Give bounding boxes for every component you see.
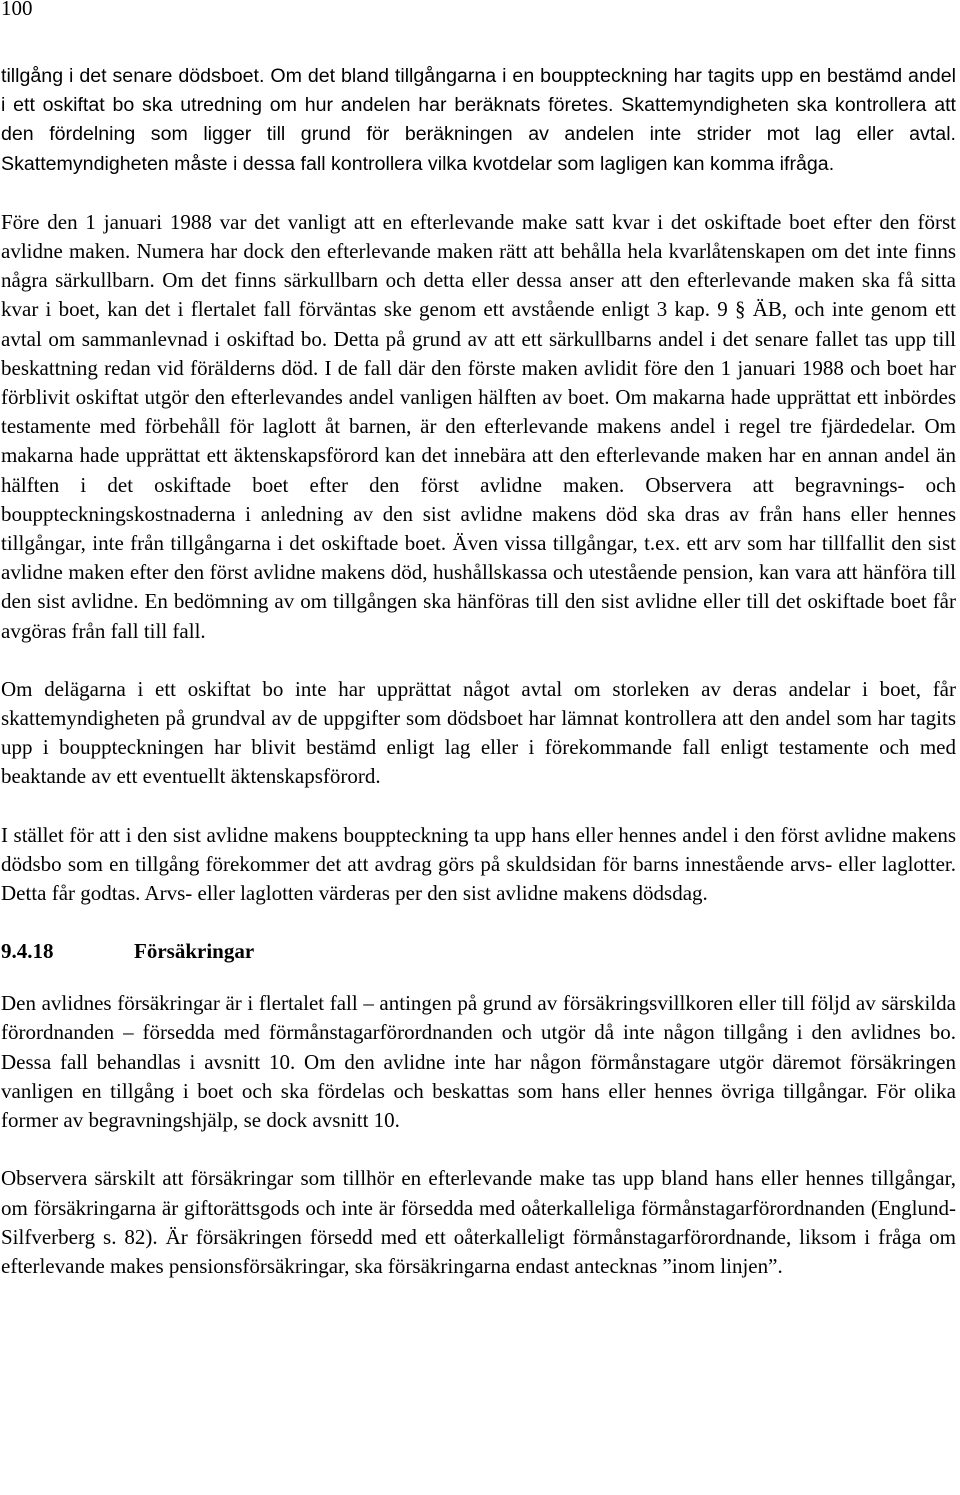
section-gap xyxy=(1,966,956,989)
paragraph-undivided-estate: Före den 1 januari 1988 var det vanligt att en efterlevande make satt kvar i det oskiftade boet efter den först avlidne maken. Numera har dock den efterlevande maken rätt att behålla hela kvarlåtenskapen om det inte finns några särkullbarn. Om det finns särkullbarn och detta eller dessa anser att den efterlevande maken ska få sitta kvar i boet, kan det i flertalet fall förväntas ske genom ett avstående enligt 3 kap. 9 § ÄB, och inte genom ett avtal om sammanlevnad i oskiftad bo. Detta på grund av att ett särkullbarns andel i det senare fallet tas upp till beskattning redan vid förälderns död. I de fall där den förste maken avlidit före den 1 januari 1988 och boet har förblivit oskiftat utgör den efterlevandes andel vanligen hälften av boet. Om makarna hade upprättat ett inbördes testamente med förbehåll för laglott åt barnen, är den efterlevande makens andel i regel tre fjärdedelar. Om makarna hade upprättat ett äktenskapsförord kan det innebära att den efterlevande maken har en annan andel än hälften i det oskiftade boet efter den först avlidne maken. Observera att begravnings- och bouppteckningskostnaderna i anledning av den sist avlidne makens död ska dras av från hans eller hennes tillgångar, inte från tillgångarna i det oskiftade boet. Även vissa tillgångar, t.ex. ett arv som har tillfallit den sist avlidne maken efter den först avlidne makens död, hushållskassa och utestående pension, kan vara att hänföra till den sist avlidne. En bedömning av om tillgången ska hänföras till den sist avlidne eller till det oskiftade boet får avgöras från fall till fall. xyxy=(1,209,956,643)
paragraph-estate-shares: tillgång i det senare dödsboet. Om det bland tillgångarna i en bouppteckning har tagits upp en bestämd andel i ett oskiftat bo ska utredning om hur andelen har beräknats företes. Skattemyndigheten ska kontrollera att den fördelning som ligger till grund för beräkningen av andelen inte strider mot lag eller avtal. Skattemyndigheten måste i dessa fall kontrollera vilka kvotdelar som lagligen kan komma ifråga. xyxy=(1,65,956,175)
section-number: 9.4.18 xyxy=(1,939,54,964)
paragraph-spouse-insurance: Observera särskilt att försäkringar som tillhör en efterlevande make tas upp bland hans eller hennes tillgångar, om försäkringarna är giftorättsgods och inte är försedda med oåterkalleliga förmånstagarförordnanden (Englund-Silfverberg s. 82). Är försäkringen försedd med ett oåterkalleligt förmånstagarförordnande, liksom i fråga om efterlevande makes pensionsförsäkringar, ska försäkringarna endast antecknas ”inom linjen”. xyxy=(1,1166,956,1278)
paragraph-deduction: I stället för att i den sist avlidne makens bouppteckning ta upp hans eller hennes andel i den först avlidne makens dödsbo som en tillgång förekommer det att avdrag görs på skuldsidan för barns innestående arvs- eller laglotter. Detta får godtas. Arvs- eller laglotten värderas per den sist avlidne makens dödsdag. xyxy=(1,822,956,906)
section-title: Försäkringar xyxy=(134,939,255,964)
section-gap xyxy=(1,908,956,937)
paragraph-insurance: Den avlidnes försäkringar är i flertalet fall – antingen på grund av försäkringsvillkoren eller till följd av särskilda förordnanden – försedda med förmånstagarförordnanden och utgör då inte någon tillgång i den avlidnes bo. Dessa fall behandlas i avsnitt 10. Om den avlidne inte har någon förmånstagare utgör däremot försäkringen vanligen en tillgång i boet och ska fördelas och beskattas som hans eller hennes övriga tillgångar. För olika former av begravningshjälp, se dock avsnitt 10. xyxy=(1,991,956,1133)
document-body xyxy=(1,62,956,1281)
paragraph-gap xyxy=(1,646,956,675)
paragraph-gap xyxy=(1,179,956,208)
page-number: 100 xyxy=(1,0,33,20)
paragraph-gap xyxy=(1,792,956,821)
paragraph-gap xyxy=(1,1135,956,1164)
section-heading xyxy=(1,937,956,966)
paragraph-no-agreement: Om delägarna i ett oskiftat bo inte har upprättat något avtal om storleken av deras andelar i boet, får skattemyndigheten på grundval av de uppgifter som dödsboet har lämnat kontrollera att den andel som har tagits upp i bouppteckningen har blivit bestämd enligt lag eller i förekommande fall enligt testamente och med beaktande av ett eventuellt äktenskapsförord. xyxy=(1,676,956,789)
